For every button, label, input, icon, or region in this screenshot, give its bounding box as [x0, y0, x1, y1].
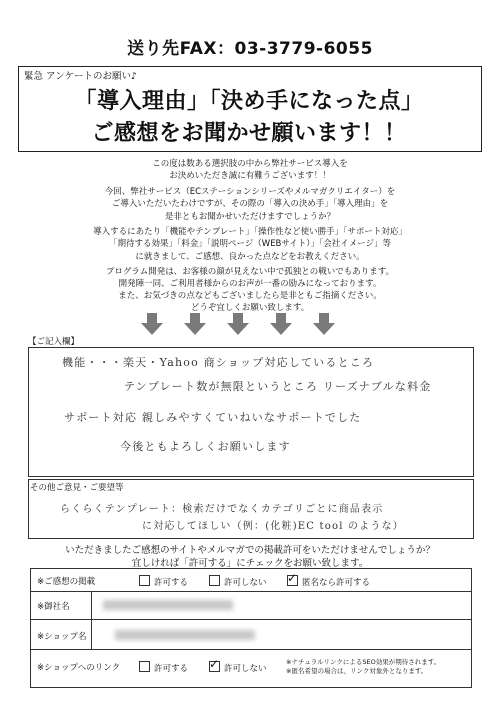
checkbox-checked-icon[interactable]: [209, 661, 220, 672]
intro-line: プログラム開発は、お客様の顔が見えない中で孤独との戦いでもあります。: [105, 267, 395, 277]
publish-allow-option[interactable]: [139, 575, 188, 588]
permission-line-1: いただきましたご感想のサイトやメルマガでの掲載許可をいただけませんでしょうか？: [65, 545, 435, 556]
link-note: ※ナチュラルリンクによるSEO効果が期待されます。: [286, 658, 441, 666]
link-notes: [286, 658, 466, 676]
intro-line: 開発陣一同、ご利用者様からのお声が一番の励みになっております。: [118, 279, 382, 290]
row-publish: [31, 569, 471, 592]
fax-number: 送り先FAX：03-3779-6055: [127, 39, 373, 59]
other-line-2: に対応してほしい（例：(化粧)EC tool のような）: [142, 521, 404, 532]
intro-line: 「期待する効果」「料金」「説明ページ（WEBサイト）」「会社イメージ」等: [108, 239, 392, 250]
intro-paragraph-5: [20, 290, 480, 315]
headline-2: ご感想をお聞かせ願います！！: [91, 121, 407, 146]
entry-line-1: 機能・・・楽天・Yahoo 商ショップ対応しているところ: [62, 356, 375, 369]
intro-line: どうぞ宜しくお願い致します。: [190, 303, 310, 314]
publish-anonymous-option[interactable]: [287, 575, 370, 588]
other-label: その他ご意見・ご要望等: [30, 483, 124, 493]
link-allow-option[interactable]: [139, 661, 188, 674]
down-arrow-icon: [140, 313, 164, 335]
notice-tag: 緊急 アンケートのお願い♪: [24, 71, 138, 82]
option-label: 許可する: [154, 578, 189, 588]
link-deny-option[interactable]: [209, 661, 267, 674]
entry-line-4: 今後ともよろしくお願いします: [120, 440, 291, 453]
row-publish-label: ※ご感想の掲載: [37, 577, 96, 587]
intro-line: 今回、弊社サービス（ECステーションシリーズやメルマガクリエイター）を: [104, 187, 396, 197]
entry-label: 【ご記入欄】: [28, 337, 80, 347]
row-company: [31, 591, 471, 620]
publish-deny-option[interactable]: [209, 575, 267, 588]
row-link-label: ※ショップへのリンク: [37, 663, 121, 673]
intro-paragraph-4: [20, 266, 480, 291]
other-line-1: らくらくテンプレート：検索だけでなくカテゴリごとに商品表示: [60, 504, 384, 515]
link-note: ※匿名希望の場合は、リンク対象外となります。: [286, 667, 428, 675]
intro-paragraph-1: [20, 158, 480, 183]
row-shop-label: ※ショップ名: [37, 632, 87, 642]
intro-line: この度は数ある選択肢の中から弊社サービス導入を: [152, 159, 348, 169]
option-label: 許可しない: [224, 578, 267, 588]
entry-line-2: テンプレート数が無限というところ リーズナブルな料金: [124, 380, 432, 393]
option-label: 許可しない: [224, 664, 267, 674]
row-link: [31, 649, 471, 686]
intro-line: また、お気づきの点などもございましたら是非ともご指摘ください。: [118, 291, 382, 301]
shop-name-redacted: [115, 630, 255, 640]
down-arrow-icon: [269, 313, 293, 335]
option-label: 許可する: [154, 664, 189, 674]
down-arrows: [0, 313, 500, 335]
company-name-redacted: [103, 600, 233, 610]
intro-paragraph-2: [20, 186, 480, 223]
intro-line: に就きまして、ご感想、良かった点などをお教えください。: [135, 251, 365, 262]
checkbox-icon[interactable]: [139, 575, 150, 586]
intro-line: 是非ともお聞かせいただけますでしょうか？: [164, 211, 336, 222]
row-shop: [31, 619, 471, 650]
checkbox-icon[interactable]: [139, 661, 150, 672]
permission-form: [30, 568, 472, 688]
down-arrow-icon: [183, 313, 207, 335]
intro-line: お決めいただき誠に有難うございます！！: [169, 171, 331, 182]
entry-line-3: サポート対応 親しみやすくていねいなサポートでした: [64, 411, 362, 424]
row-company-label: ※御社名: [37, 602, 70, 612]
down-arrow-icon: [226, 313, 250, 335]
checkbox-icon[interactable]: [209, 575, 220, 586]
option-label: 匿名なら許可する: [302, 578, 371, 588]
permission-line-2: 宜しければ「許可する」にチェックをお願い致します。: [131, 558, 369, 569]
intro-paragraph-3: [20, 226, 480, 263]
down-arrow-icon: [312, 313, 336, 335]
intro-line: 導入するにあたり「機能やテンプレート」「操作性など使い勝手」「サポート対応」: [93, 227, 407, 237]
checkbox-checked-icon[interactable]: [287, 575, 298, 586]
permission-question: [18, 544, 482, 570]
intro-line: ご導入いただいたわけですが、その際の「導入の決め手」「導入理由」を: [111, 199, 389, 210]
headline-1: 「導入理由」「決め手になった点」: [74, 89, 424, 114]
